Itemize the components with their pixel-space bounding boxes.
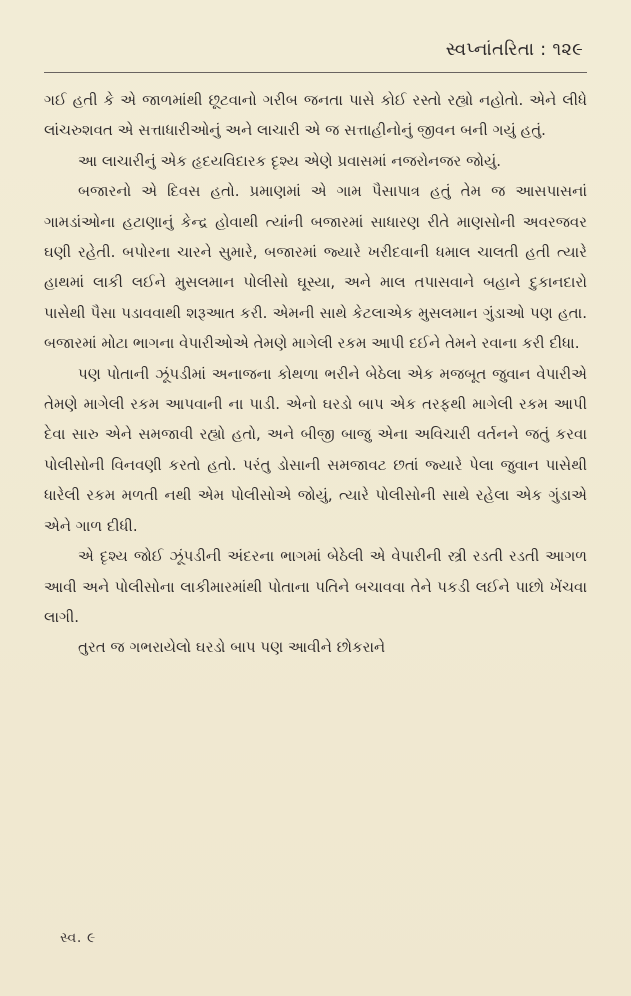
page-body [44,85,587,663]
paragraph-4: પણ પોતાની ઝૂંપડીમાં અનાજના કોથળા ભરીને બેઠેલા એક મજબૂત જુવાન વેપારીએ તેમણે માગેલી રકમ આપવાની ના પાડી. એનો ઘરડો બાપ એક તરફથી માગેલી રકમ આપી દેવા સારુ એને સમજાવી રહ્યો હતો, અને બીજી બાજુ એના અવિચારી વર્તનને જતું કરવા પોલીસોની વિનવણી કરતો હતો. પરંતુ ડોસાની સમજાવટ છતાં જ્યારે પેલા જુવાન પાસેથી ધારેલી રકમ મળતી નથી એમ પોલીસોએ જોયું, ત્યારે પોલીસોની સાથે રહેલા એક ગુંડાએ એને ગાળ દીધી. [44,364,587,535]
paragraph-5: એ દૃશ્ય જોઈ ઝૂંપડીની અંદરના ભાગમાં બેઠેલી એ વેપારીની સ્ત્રી રડતી રડતી આગળ આવી અને પોલીસોના લાકીમારમાંથી પોતાના પતિને બચાવવા તેને પકડી લઈને પાછો ખેંચવા લાગી. [44,547,587,626]
paragraph-6: તુરત જ ગભરાયેલો ઘરડો બાપ પણ આવીને છોકરાને [78,638,386,657]
printer-signature-mark: સ્વ. ૯ [60,930,96,946]
paragraph-2: આ લાચારીનું એક હૃદયવિદારક દૃશ્ય એણે પ્રવાસમાં નજરોનજર જોયું. [78,151,502,170]
paragraph-1: ગઈ હતી કે એ જાળમાંથી છૂટવાનો ગરીબ જનતા પાસે કોઈ રસ્તો રહ્યો નહોતો. એને લીધે લાંચરુશવત એ સત્તાધારીઓનું અને લાચારી એ જ સત્તાહીનોનું જીવન બની ગયું હતું. [44,91,587,140]
header-rule [44,72,587,73]
paragraph-3: બજારનો એ દિવસ હતો. પ્રમાણમાં એ ગામ પૈસાપાત્ર હતું તેમ જ આસપાસનાં ગામડાંઓના હટાણાનું કેન્દ્ર હોવાથી ત્યાંની બજારમાં સાધારણ રીતે માણસોની અવરજવર ઘણી રહેતી. બપોરના ચારને સુમારે, બજારમાં જ્યારે ખરીદવાની ધમાલ ચાલતી હતી ત્યારે હાથમાં લાકી લઈને મુસલમાન પોલીસો ઘૂસ્યા, અને માલ તપાસવાને બહાને દુકાનદારો પાસેથી પૈસા પડાવવાથી શરૂઆત કરી. એમની સાથે કેટલાએક મુસલમાન ગુંડાઓ પણ હતા. બજારમાં મોટા ભાગના વેપારીઓએ તેમણે માગેલી રકમ આપી દઈને તેમને રવાના કરી દીધા. [44,182,587,353]
running-header: સ્વપ્નાંતરિતા : ૧૨૯ [445,39,583,60]
